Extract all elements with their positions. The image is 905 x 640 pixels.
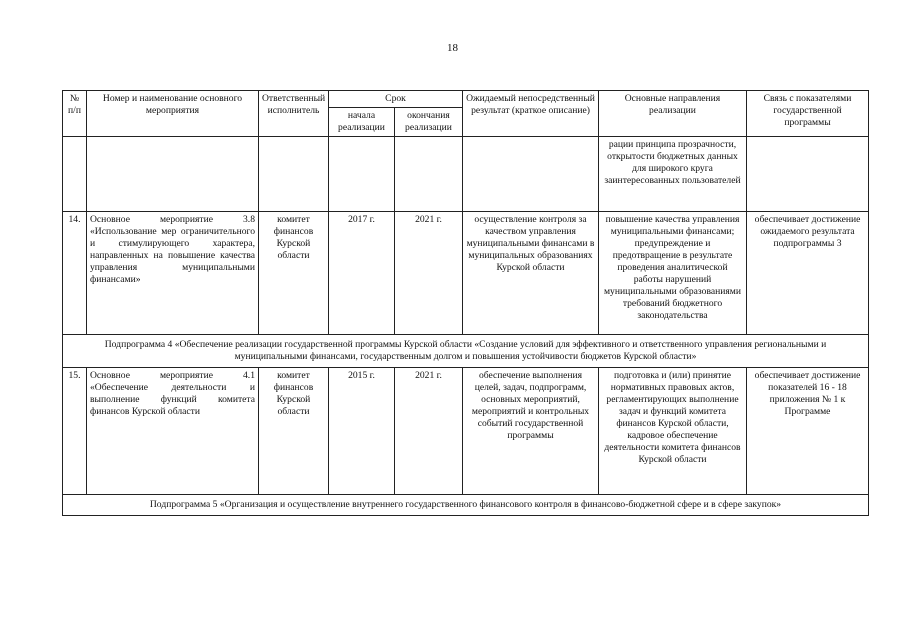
- page-number: 18: [447, 42, 458, 54]
- subprogram-row: [63, 494, 869, 515]
- row-result: обеспечение выполнения целей, задач, подпрограмм, основных мероприятий, мероприятий и контрольных событий государственной программы: [463, 367, 599, 494]
- row-link: обеспечивает достижение ожидаемого результата подпрограммы 3: [747, 211, 869, 334]
- table-cell: [463, 136, 599, 211]
- row-num: 15.: [63, 367, 87, 494]
- header-result: Ожидаемый непосредственный результат (краткое описание): [463, 91, 599, 137]
- header-term: Срок: [329, 91, 463, 108]
- subprogram-4-title: Подпрограмма 4 «Обеспечение реализации государственной программы Курской области «Создание условий для эффективного и ответственного управления региональными и муниципальными финансами, государственным долгом и повышения устойчивости бюджетов Курской области»: [63, 334, 869, 367]
- row-directions: повышение качества управления муниципальными финансами; предупреждение и предотвращение в результате проведения аналитической работы нарушений муниципальными образованиями требований бюджетного законодательства: [599, 211, 747, 334]
- table-cell: [329, 136, 395, 211]
- row-executor: комитет финансов Курской области: [259, 367, 329, 494]
- row-link: обеспечивает достижение показателей 16 - 18 приложения № 1 к Программе: [747, 367, 869, 494]
- header-name: Номер и наименование основного мероприятия: [87, 91, 259, 137]
- header-directions: Основные направления реализации: [599, 91, 747, 137]
- header-end: окончания реализации: [395, 107, 463, 136]
- header-executor: Ответственный исполнитель: [259, 91, 329, 137]
- row-num: 14.: [63, 211, 87, 334]
- row-start: 2017 г.: [329, 211, 395, 334]
- header-link: Связь с показателями государственной программы: [747, 91, 869, 137]
- row-result: осуществление контроля за качеством управления муниципальными финансами в муниципальных образованиях Курской области: [463, 211, 599, 334]
- row-start: 2015 г.: [329, 367, 395, 494]
- row-end: 2021 г.: [395, 211, 463, 334]
- table-cell: [395, 136, 463, 211]
- table-cell: [747, 136, 869, 211]
- table-cell: [63, 136, 87, 211]
- header-row: [63, 91, 869, 108]
- table-cell: [259, 136, 329, 211]
- header-start: начала реализации: [329, 107, 395, 136]
- subprogram-5-title: Подпрограмма 5 «Организация и осуществление внутреннего государственного финансового контроля в финансово-бюджетной сфере и в сфере закупок»: [63, 494, 869, 515]
- table-row: [63, 367, 869, 494]
- continuation-row: [63, 136, 869, 211]
- row-end: 2021 г.: [395, 367, 463, 494]
- table-row: [63, 211, 869, 334]
- row-executor: комитет финансов Курской области: [259, 211, 329, 334]
- table-cell: [87, 136, 259, 211]
- row-name: Основное мероприятие 4.1 «Обеспечение деятельности и выполнение функций комитета финансов Курской области: [87, 367, 259, 494]
- header-num: № п/п: [63, 91, 87, 137]
- measures-table: [62, 90, 869, 516]
- subprogram-row: [63, 334, 869, 367]
- directions-cell: рации принципа прозрачности, открытости бюджетных данных для широкого круга заинтересованных пользователей: [599, 136, 747, 211]
- row-name: Основное мероприятие 3.8 «Использование мер ограничительного и стимулирующего характера, направленных на повышение качества управления муниципальными финансами»: [87, 211, 259, 334]
- row-directions: подготовка и (или) принятие нормативных правовых актов, регламентирующих выполнение задач и функций комитета финансов Курской области, кадровое обеспечение деятельности комитета финансов Курской области: [599, 367, 747, 494]
